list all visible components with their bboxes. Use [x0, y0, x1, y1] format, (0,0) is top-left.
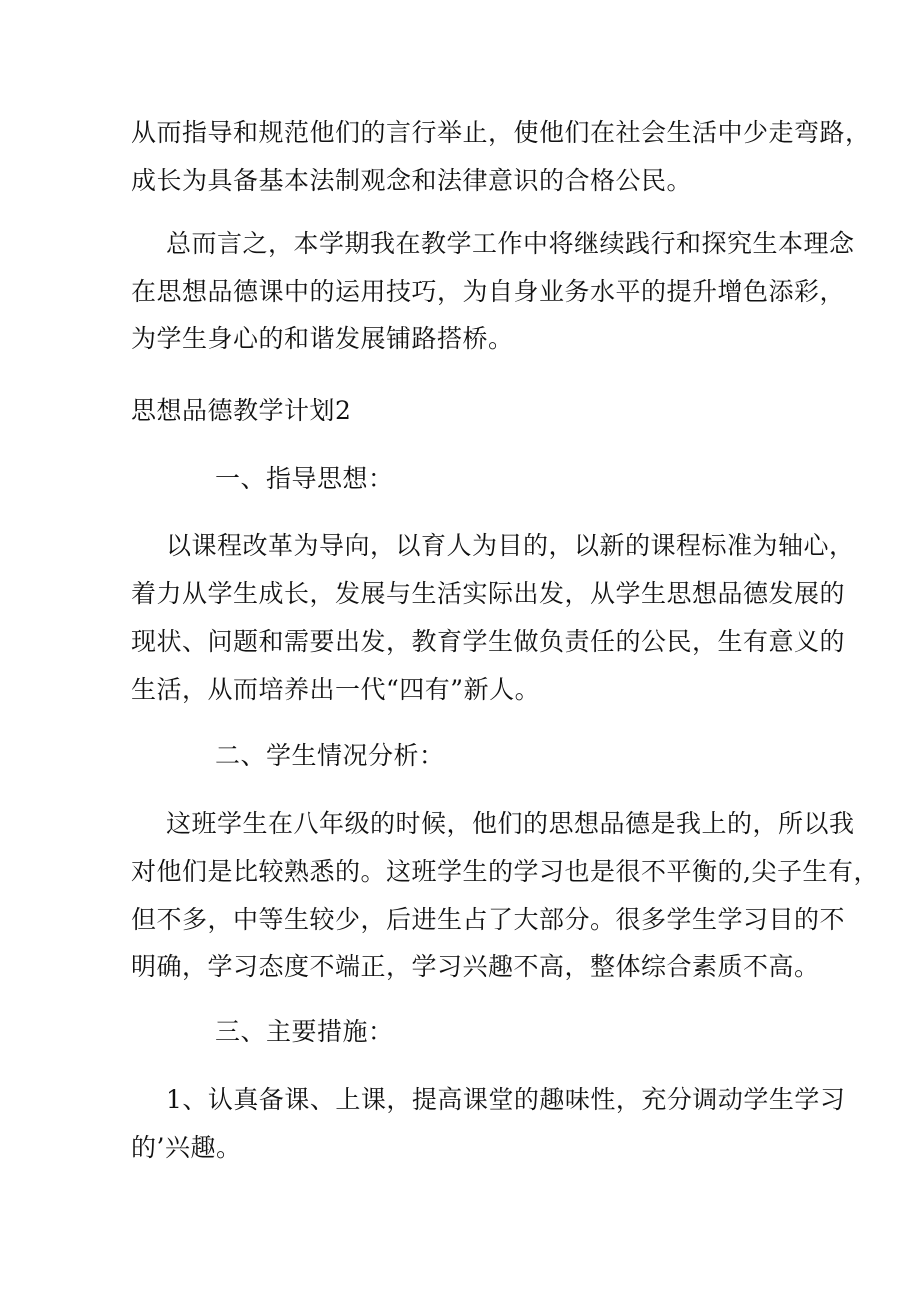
paragraph-line: 成长为具备基本法制观念和法律意识的合格公民。: [131, 166, 693, 195]
paragraph-line: 现状、问题和需要出发，教育学生做负责任的公民，生有意义的: [131, 627, 846, 656]
paragraph-line: 从而指导和规范他们的言行举止，使他们在社会生活中少走弯路，: [131, 118, 871, 147]
paragraph-line: 在思想品德课中的运用技巧，为自身业务水平的提升增色添彩，: [131, 277, 846, 306]
heading-guiding-thought: 一、指导思想：: [215, 464, 394, 493]
paragraph-line: 明确，学习态度不端正，学习兴趣不高，整体综合素质不高。: [131, 952, 820, 981]
paragraph-line: 这班学生在八年级的时候，他们的思想品德是我上的，所以我: [166, 809, 855, 838]
paragraph-line: 生活，从而培养出一代“四有”新人。: [131, 675, 541, 704]
heading-student-analysis: 二、学生情况分析：: [215, 741, 445, 770]
list-item-line: 的’兴趣。: [131, 1133, 242, 1162]
paragraph-line: 以课程改革为导向，以育人为目的，以新的课程标准为轴心，: [166, 531, 855, 560]
heading-main-measures: 三、主要措施：: [215, 1017, 394, 1046]
paragraph-line: 着力从学生成长，发展与生活实际出发，从学生思想品德发展的: [131, 579, 846, 608]
paragraph-line: 对他们是比较熟悉的。这班学生的学习也是很不平衡的,尖子生有，: [131, 857, 879, 886]
list-item-line: 1、认真备课、上课，提高课堂的趣味性，充分调动学生学习: [166, 1085, 846, 1114]
paragraph-line: 但不多，中等生较少，后进生占了大部分。很多学生学习目的不: [131, 905, 846, 934]
section-title: 思想品德教学计划2: [131, 396, 352, 425]
paragraph-line: 为学生身心的和谐发展铺路搭桥。: [131, 324, 514, 353]
paragraph-line: 总而言之，本学期我在教学工作中将继续践行和探究生本理念: [166, 229, 855, 258]
